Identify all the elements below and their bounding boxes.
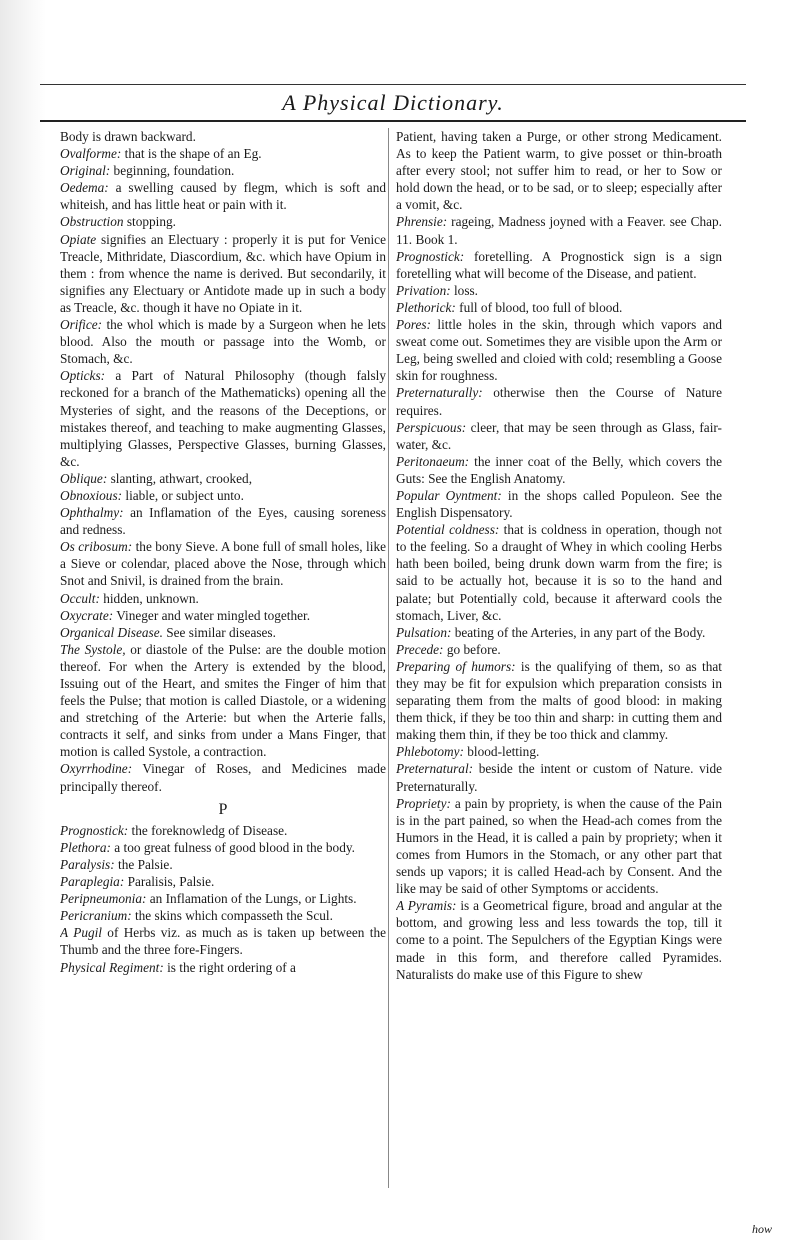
- entry-term: Perspicuous:: [396, 419, 467, 435]
- entry-term: Paralysis:: [60, 856, 115, 872]
- dictionary-entry: [60, 538, 386, 589]
- entry-term: Plethorick:: [396, 299, 456, 315]
- entry-term: Phlebotomy:: [396, 744, 464, 760]
- dictionary-entry: [396, 384, 722, 418]
- dictionary-entry: [396, 316, 722, 384]
- entry-definition: is the right ordering of a: [163, 959, 296, 975]
- dictionary-entry: [60, 873, 386, 890]
- entry-term: Peritonaeum:: [396, 453, 470, 469]
- entry-definition: hidden, unknown.: [99, 590, 199, 606]
- header-rule-bottom: [40, 120, 746, 122]
- dictionary-entry: [396, 624, 722, 641]
- dictionary-entry: [60, 907, 386, 924]
- entry-definition: that is the shape of an Eg.: [121, 146, 262, 162]
- entry-term: Pericranium:: [60, 908, 132, 924]
- dictionary-entry: [60, 624, 386, 641]
- dictionary-entry: [60, 839, 386, 856]
- entry-term: Orifice:: [60, 317, 103, 333]
- dictionary-entry: [396, 521, 722, 624]
- running-header: [40, 82, 746, 122]
- entry-definition: of Herbs viz. as much as is taken up between the Thumb and the three fore-Fingers.: [60, 925, 386, 958]
- entry-definition: or diastole of the Pulse: are the double motion thereof. For when the Artery is extended by the blood, Issuing out of the Heart, and smites the Finger of him that feels the Pulse; that motion is called Diastole, or a widening and stretching of the Arterie: but when the Arterie falls, contracts it self, and sinks from under a Mans Finger, that motion is called Systole, a contraction.: [60, 641, 386, 760]
- page-title: A Physical Dictionary.: [282, 90, 504, 115]
- entry-definition: an Inflamation of the Eyes, causing soreness and redness.: [60, 505, 386, 538]
- dictionary-entry: [60, 890, 386, 907]
- entry-definition: go before.: [443, 641, 501, 657]
- entry-definition: a pain by propriety, is when the cause of the Pain is in the part pained, so when the Head-ach comes from the Humors in the Head, it is called a pain by propriety; when it comes from Humors in the Stomach, or any other part that sends up vapors; it is called Head-ach by Consent. And the like may be said of other Symptoms or accidents.: [396, 795, 722, 897]
- left-column: [60, 128, 386, 1218]
- dictionary-entry: [60, 145, 386, 162]
- entry-term: Oxyrrhodine:: [60, 761, 133, 777]
- entry-term: A Pugil: [60, 925, 102, 941]
- entry-definition: the bony Sieve. A bone full of small holes, like a Sieve or colendar, placed above the Nose, through which Snot and Snivil, is drained from the brain.: [60, 539, 386, 589]
- entry-term: Preternaturally:: [396, 385, 483, 401]
- dictionary-entry: [60, 179, 386, 213]
- entry-definition: the inner coat of the Belly, which covers the Guts: See the English Anatomy.: [396, 453, 722, 486]
- entry-definition: an Inflamation of the Lungs, or Lights.: [146, 891, 357, 907]
- entry-definition: foretelling. A Prognostick sign is a sign foretelling what will become of the Disease, and patient.: [396, 248, 722, 281]
- entry-term: Preternatural:: [396, 761, 474, 777]
- entry-term: Oblique:: [60, 470, 108, 486]
- entry-definition: Patient, having taken a Purge, or other strong Medicament. As to keep the Patient warm, to give posset or thin-broath after every stool; not suffer him to read, or her to Sow or hold down the head, or to be sad, or to sleep; especially after a vomit, &c.: [396, 129, 722, 213]
- dictionary-entry: [60, 316, 386, 367]
- entry-definition: liable, or subject unto.: [122, 487, 244, 503]
- dictionary-entry: [396, 641, 722, 658]
- right-column: [396, 128, 722, 1218]
- dictionary-entry: [60, 822, 386, 839]
- entry-definition: is the qualifying of them, so as that they may be fit for expulsion which preparation consists in separating them from the malts of good blood: in making them thick, if they be too thin and sharp: in cutting them and making them thin, if they be too thick and clammy.: [396, 658, 722, 743]
- entry-definition: stopping.: [123, 214, 176, 230]
- entry-definition: See similar diseases.: [162, 624, 276, 640]
- dictionary-entry: [60, 856, 386, 873]
- entry-term: Original:: [60, 163, 111, 179]
- entry-definition: that is coldness in operation, though not to the feeling. So a draught of Whey in which cooling Herbs hath been boiled, being drunk down warm from the fire; is said to be actually hot, because it is so to the hand and palate; but Potentially cold, because it afterward cools the stomach, Liver, &c.: [396, 522, 722, 623]
- dictionary-entry: [60, 607, 386, 624]
- entry-term: Popular Oyntment:: [396, 487, 502, 503]
- entry-definition: beside the intent or custom of Nature. vide Preternaturally.: [396, 761, 722, 794]
- column-divider: [388, 128, 389, 1188]
- entry-term: Precede:: [396, 641, 444, 657]
- entry-term: Physical Regiment:: [60, 959, 164, 975]
- dictionary-entry: [60, 760, 386, 794]
- entry-definition: the Palsie.: [114, 856, 173, 872]
- entry-definition: beginning, foundation.: [110, 163, 235, 179]
- dictionary-entry: [60, 470, 386, 487]
- dictionary-entry: [60, 128, 386, 145]
- entry-term: Peripneumonia:: [60, 891, 147, 907]
- entry-term: Occult:: [60, 590, 100, 606]
- entry-definition: the whol which is made by a Surgeon when he lets blood. Also the mouth or passage into the Womb, or Stomach, &c.: [60, 317, 386, 367]
- entry-definition: Vinegar of Roses, and Medicines made principally thereof.: [60, 761, 386, 794]
- entry-definition: Body is drawn backward.: [60, 129, 196, 144]
- dictionary-entry: [60, 162, 386, 179]
- dictionary-entry: [60, 367, 386, 470]
- entry-definition: in the shops called Populeon. See the English Dispensatory.: [396, 487, 722, 521]
- entry-term: Os cribosum:: [60, 539, 133, 555]
- entry-term: Ovalforme:: [60, 146, 122, 162]
- entry-definition: a too great fulness of good blood in the body.: [110, 839, 355, 855]
- dictionary-entry: [396, 419, 722, 453]
- entry-term: Opiate: [60, 231, 97, 247]
- header-rule-top: [40, 84, 746, 85]
- entry-definition: beating of the Arteries, in any part of the Body.: [451, 624, 706, 640]
- entry-definition: Paralisis, Palsie.: [124, 874, 215, 890]
- entry-definition: the foreknowledg of Disease.: [128, 822, 288, 838]
- entry-definition: is a Geometrical figure, broad and angular at the bottom, and growing less and less towards the top, till it come to a point. The Sepulchers of the Egyptian Kings were made in this form, and therefore called Pyramides. Naturalists do make use of this Figure to shew: [396, 898, 722, 982]
- entry-term: Propriety:: [396, 795, 451, 811]
- dictionary-entry: [396, 795, 722, 898]
- entry-term: Prognostick:: [396, 248, 465, 264]
- entry-term: Opticks:: [60, 368, 106, 384]
- entry-term: Prognostick:: [60, 822, 129, 838]
- dictionary-entry: [396, 658, 722, 743]
- entry-definition: blood-letting.: [463, 744, 540, 760]
- entry-definition: cleer, that may be seen through as Glass, fair-water, &c.: [396, 419, 722, 452]
- entry-definition: otherwise then the Course of Nature requires.: [396, 385, 722, 418]
- dictionary-entry: [60, 213, 386, 230]
- entry-term: Phrensie:: [396, 214, 448, 230]
- entry-term: Privation:: [396, 282, 451, 298]
- entry-definition: slanting, athwart, crooked,: [107, 470, 253, 486]
- entry-definition: a swelling caused by flegm, which is soft and whiteish, and has little heat or pain with it.: [60, 180, 386, 213]
- dictionary-entry: [396, 760, 722, 794]
- entry-term: Preparing of humors:: [396, 658, 516, 674]
- dictionary-entry: [60, 641, 386, 761]
- dictionary-entry: [396, 282, 722, 299]
- entry-term: A Pyramis:: [396, 898, 457, 914]
- dictionary-entry: [396, 743, 722, 760]
- entry-definition: loss.: [450, 282, 478, 298]
- entry-term: Organical Disease.: [60, 624, 163, 640]
- entry-definition: little holes in the skin, through which vapors and sweat come out. Sometimes they are visible upon the Arm or Leg, being swelled and cloied with cold; resembling a Goose skin for roughness.: [396, 317, 722, 384]
- section-letter: P: [218, 800, 228, 818]
- dictionary-entry: [396, 248, 722, 282]
- entry-definition: a Part of Natural Philosophy (though falsly reckoned for a branch of the Mathematicks) opening all the Mysteries of sight, and the reasons of the Deceptions, or mistakes thereof, and teaching to make augmenting Glasses, multiplying Glasses, Perspective Glasses, burning Glasses, &c.: [60, 368, 386, 469]
- dictionary-entry: [60, 487, 386, 504]
- dictionary-entry: [396, 487, 722, 521]
- dictionary-entry: [396, 128, 722, 213]
- dictionary-entry: [396, 299, 722, 316]
- entry-definition: rageing, Madness joyned with a Feaver. see Chap. 11. Book 1.: [396, 214, 722, 247]
- entry-term: Plethora:: [60, 839, 111, 855]
- entry-term: Oedema:: [60, 180, 109, 196]
- dictionary-entry: [60, 959, 386, 976]
- entry-definition: signifies an Electuary : properly it is put for Venice Treacle, Mithridate, Diascordium, &c. which have Opium in them : from whence the name is derived. But secondarily, it signifies any Electuary or Antidote made up in such a body as Treacle, &c. though it have no Opiate in it.: [60, 231, 386, 315]
- dictionary-entry: [60, 590, 386, 607]
- page-edge-shadow: [0, 0, 46, 1240]
- entry-term: Obstruction: [60, 214, 124, 230]
- entry-definition: the skins which compasseth the Scul.: [131, 908, 333, 924]
- entry-term: Pores:: [396, 317, 431, 333]
- dictionary-entry: [60, 924, 386, 958]
- entry-definition: full of blood, too full of blood.: [455, 299, 623, 315]
- dictionary-entry: [60, 504, 386, 538]
- entry-term: The Systole,: [60, 641, 126, 657]
- dictionary-entry: [396, 897, 722, 982]
- entry-term: Pulsation:: [396, 624, 452, 640]
- entry-term: Paraplegia:: [60, 874, 125, 890]
- catchword: how: [752, 1222, 773, 1236]
- dictionary-entry: [396, 453, 722, 487]
- entry-term: Ophthalmy:: [60, 505, 124, 521]
- dictionary-entry: [396, 213, 722, 247]
- entry-term: Oxycrate:: [60, 607, 114, 623]
- dictionary-entry: [60, 231, 386, 316]
- entry-term: Obnoxious:: [60, 487, 123, 503]
- entry-definition: Vineger and water mingled together.: [113, 607, 311, 623]
- entry-term: Potential coldness:: [396, 522, 500, 538]
